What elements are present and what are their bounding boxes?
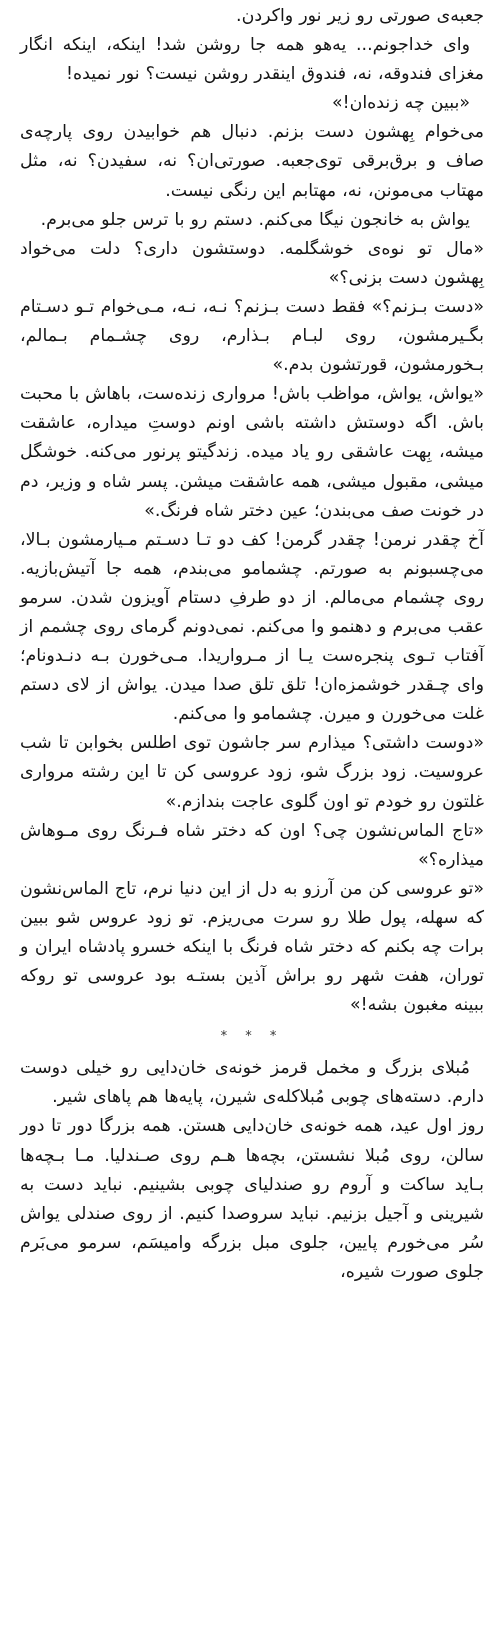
paragraph-6: «مال تو نوه‌ی خوشگلمه. دوستشون داری؟ دلت می‌خواد بِهشون دست بزنی؟» <box>20 238 484 288</box>
paragraph-14: روز اول عید، همه خونه‌ی خان‌دایی هستن. همه بزرگا دور تا دور سالن، روی مُبلا نشستن، بچه‌ها هـم روی صـندلیا. مـا بـچه‌ها بـاید ساکت و آروم رو صندلیای چوبی بشینیم. نباید دست به شیرینی و آجیل بزنیم. نباید سروصدا کنیم. از روی صندلی یواش سُر می‌خورم پایین، جلوی مبل بزرگه وامیسَم، سرمو می‌بَرم جلوی صورت شیره، <box>20 1116 484 1282</box>
paragraph-3: «ببین چه زنده‌ان!» <box>331 93 470 114</box>
paragraph-13: مُبلای بزرگ و مخمل قرمز خونه‌ی خان‌دایی رو خیلی دوست دارم. دسته‌های چوبی مُبلاکله‌ی شیرن، پایه‌ها هم پاهای شیر. <box>20 1058 484 1108</box>
paragraph-7: «دست بـزنم؟» فقط دست بـزنم؟ نـه، نـه، مـی‌خوام تـو دسـتام بگـیرمشون، روی لبـام بـذارم، روی چشـمام بـمالم، بـخورمشون، قورتشون بدم.» <box>20 296 484 376</box>
paragraph-8: «یواش، یواش، مواظب باش! مرواری زنده‌ست، باهاش با محبت باش. اگه دوستش داشته باشی اونم دوستِ میداره، عاشقت میشه، بِهت عاشقی رو یاد میده. زندگیتو پرنور می‌کنه. خوشگل میشی، مقبول میشی، همه عاشقت میشن. پسر شاه و وزیر، دم در خونت صف می‌بندن؛ عین دختر شاه فرنگ.» <box>20 384 484 521</box>
paragraph-10: «دوست داشتی؟ میذارم سر جاشون توی اطلس بخوابن تا شب عروسیت. زود بزرگ شو، زود عروسی کن تا این رشته مرواری غلتون رو خودم تو اون گلوی عاجت بندازم.» <box>20 733 484 812</box>
paragraph-9: آخ چقدر نرمن! چقدر گرمن! کف دو تـا دسـتم مـیارمشون بـالا، می‌چسبونم به صورتم. چشمامو می‌بندم، همه جا آتیش‌بازیه. روی چشمام می‌مالم. از دو طرفِ دستام آویزون شدن. سرمو عقب می‌برم و دهنمو وا می‌کنم. نمی‌دونم گرمای روی چشمم از آفتاب تـوی پنجره‌ست یـا از مـرواریدا. مـی‌خورن بـه دنـدونام؛ وای چـقدر خوشمزه‌ان! تلق تلق صدا میدن. یواش از لای دستم غلت می‌خورن و میرن. چشمامو وا می‌کنم. <box>20 529 484 725</box>
paragraph-5: یواش به خانجون نیگا می‌کنم. دستم رو با ترس جلو می‌برم. <box>40 209 470 230</box>
paragraph-11: «تاج الماس‌نشون چی؟ اون که دختر شاه فـرنگ روی مـوهاش میذاره؟» <box>20 820 484 870</box>
paragraph-2: وای خداجونم... یه‌هو همه جا روشن شد! اینکه، اینکه انگار مغزای فندوقه، نه، فندوق اینقدر روشن نیست؟ نور نمیده! <box>20 35 484 85</box>
paragraph-4: می‌خوام بِهشون دست بزنم. دنبال هم خوابیدن روی پارچه‌ی صاف و برق‌برقی توی‌جعبه. صورتی‌ان؟ نه، سفیدن؟ نه، مثل مهتاب می‌مونن، نه، مهتابم این رنگی نیست. <box>20 122 484 201</box>
section-separator: * * * <box>220 1029 284 1045</box>
paragraph-1: جعبه‌ی صورتی رو زیر نور واکردن. <box>236 6 484 26</box>
paragraph-12: «تو عروسی کن من آرزو به دل از این دنیا نرم، تاج الماس‌نشون که سهله، پول طلا رو سرت می‌ریزم. تو زود عروس شو ببین برات چه بکنم که دختر شاه فرنگ با اینکه خسرو پادشاه ایران و توران، هفت شهر رو براش آذین بستـه بود عروسی تو روکه ببینه مغبون بشه!» <box>20 878 484 1016</box>
